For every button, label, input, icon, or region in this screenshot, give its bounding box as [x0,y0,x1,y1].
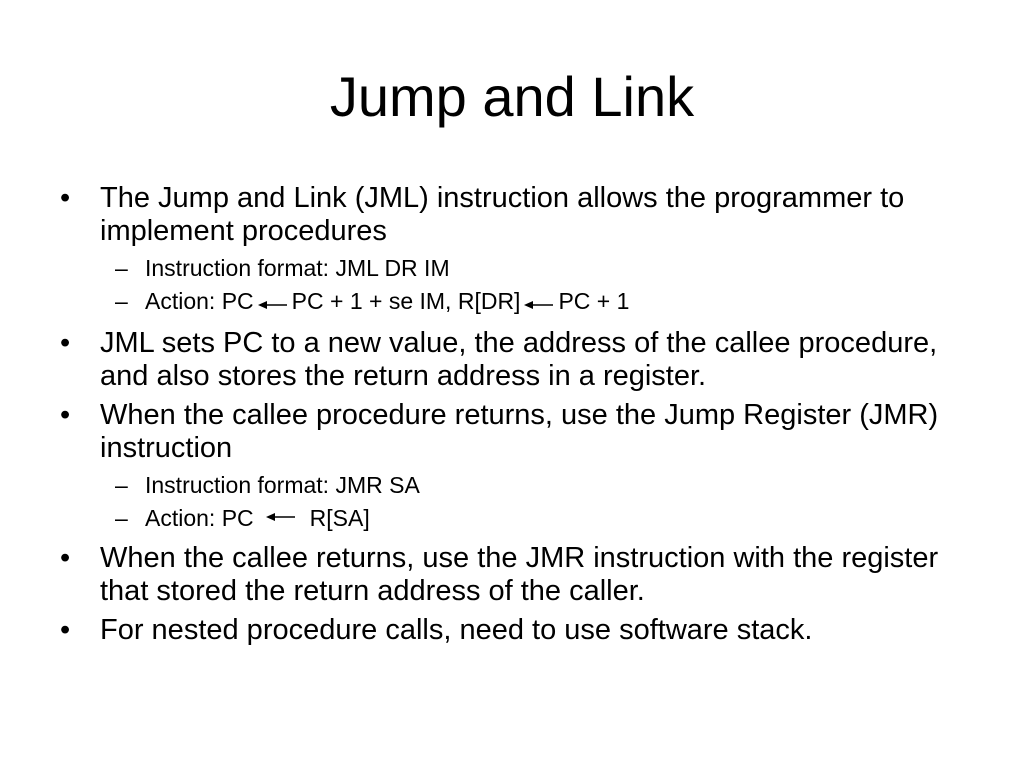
sub-bullet-item-1-1 [60,254,960,282]
action-middle: PC + 1 + se IM, R[DR] [291,288,521,314]
sub-bullet-item-3-2 [60,504,960,532]
bullet-text: When the callee procedure returns, use the Jump Register (JMR) instruction [100,398,939,464]
bullet-item-1 [60,182,960,248]
bullet-icon: • [60,398,71,431]
dash-icon: – [115,255,128,281]
left-arrow-icon [258,289,288,317]
bullet-icon: • [60,182,71,214]
action-suffix: PC + 1 [558,288,630,314]
left-arrow-icon [524,289,554,317]
bullet-text: When the callee returns, use the JMR instruction with the register that stored the return address of the caller. [100,541,939,607]
dash-icon: – [115,471,128,498]
dash-icon: – [115,288,128,314]
bullet-text: JML sets PC to a new value, the address of the callee procedure, and also stores the return address in a register. [100,326,938,392]
bullet-text: The Jump and Link (JML) instruction allows the programmer to implement procedures [100,182,905,247]
bullet-text: For nested procedure calls, need to use software stack. [100,613,813,646]
bullet-icon: • [60,541,71,574]
bullet-icon: • [60,326,71,359]
bullet-item-5 [60,614,960,647]
bullet-icon: • [60,613,71,646]
action-prefix: Action: PC [145,504,254,531]
bullet-item-2 [60,327,960,393]
bullet-item-4 [60,542,960,608]
action-prefix: Action: PC [145,288,254,314]
sub-bullet-text: Instruction format: JMR SA [145,471,420,498]
sub-bullet-item-1-2 [60,287,960,317]
bullet-item-3 [60,399,960,465]
dash-icon: – [115,504,128,531]
sub-bullet-item-3-1 [60,471,960,499]
left-arrow-icon [266,501,296,529]
sub-bullet-text: Instruction format: JML DR IM [145,255,450,281]
slide-body [60,182,960,653]
action-suffix: R[SA] [309,504,370,531]
slide-title: Jump and Link [329,65,695,128]
